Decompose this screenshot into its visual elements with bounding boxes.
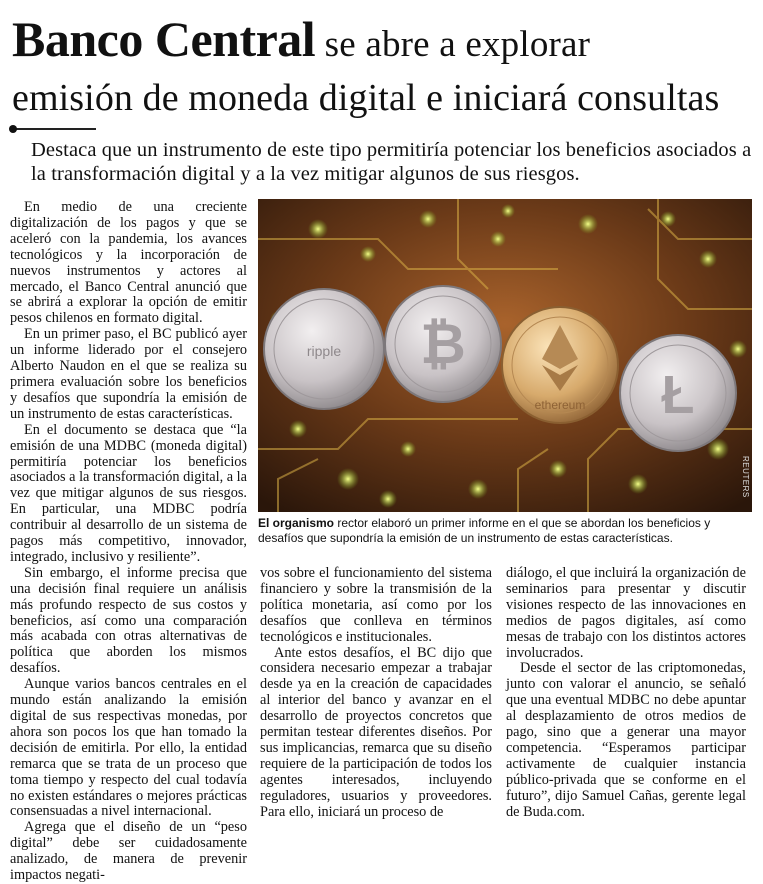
bitcoin-coin: [385, 286, 501, 402]
headline-rest: se abre a explorar: [315, 24, 591, 65]
body-column-3: [506, 566, 746, 821]
paragraph: diálogo, el que incluirá la organización de seminarios para presentar y discutir visiones respecto de las innovaciones en medios de pagos digitales, así como mesas de trabajo con los distintos actores involucrados.: [506, 565, 746, 661]
paragraph: Ante estos desafíos, el BC dijo que considera necesario empezar a trabajar desde ya en la creación de capacidades al interior del banco y avanzar en el desarrollo de proyectos concretos que permitan testear diferentes diseños. Por sus implicancias, remarca que su diseño requiere de la participación de todos los agentes interesados, incluyendo reguladores, usuarios y proveedores. Para ello, iniciará un proceso de: [260, 644, 492, 820]
ripple-coin: [264, 289, 384, 409]
crypto-coins-photo: [258, 199, 752, 512]
paragraph: Agrega que el diseño de un “peso digital” debe ser cuidadosamente analizado, de manera de prevenir impactos negati-: [10, 819, 247, 884]
paragraph: En el documento se destaca que “la emisión de una MDBC (moneda digital) permitiría potenciar los beneficios asociados a la transformación digital, a la vez que mitigar algunos de sus riesgos. En particular, una MDBC podría contribuir al desarrollo de un sistema de pagos más competitivo, innovador, integrado, inclusivo y resiliente”.: [10, 421, 248, 565]
photo-credit: REUTERS: [741, 456, 750, 498]
divider-rule: [14, 128, 96, 130]
photo-illustration: [258, 199, 752, 512]
ethereum-coin: [502, 307, 618, 423]
caption-text: rector elaboró un primer informe en el que se abordan los beneficios y desafíos que supondría la emisión de un instrumento de estas características.: [258, 516, 711, 545]
svg-text:ripple: ripple: [306, 343, 342, 359]
litecoin-coin: [620, 335, 736, 451]
deck-subtitle: Destaca que un instrumento de este tipo permitiría potenciar los beneficios asociados a la transformación digital y a la vez mitigar algunos de sus riesgos.: [31, 139, 752, 185]
photo-caption: [258, 516, 754, 546]
paragraph: vos sobre el funcionamiento del sistema financiero y sobre la transmisión de la política monetaria, así como por los desafíos que conlleva en términos tecnológicos e institucionales.: [260, 565, 492, 645]
bullet-dot: [9, 125, 17, 133]
paragraph: Sin embargo, el informe precisa que una decisión final requiere un análisis más profundo respecto de sus costos y beneficios, así como una comparación más acabada con otras alternativas de política que aborden los mismos desafíos.: [10, 564, 247, 677]
svg-text:ethereum: ethereum: [534, 398, 586, 412]
paragraph: Desde el sector de las criptomonedas, junto con valorar el anuncio, se señaló que una eventual MDBC no debe apuntar al desplazamiento de otros medios de pago, sino que a generar una mayor competencia. “Esperamos participar activamente de cualquier instancia público-privada que se conforme en el futuro”, dijo Samuel Cañas, gerente legal de Buda.com.: [506, 660, 746, 820]
svg-text:Ł: Ł: [661, 365, 695, 425]
svg-text:₿: ₿: [420, 312, 466, 375]
paragraph: En un primer paso, el BC publicó ayer un informe liderado por el consejero Alberto Naudon en el que se realiza su primera evaluación sobre los beneficios y desafíos que supondría la emisión de un instrumento de estas características.: [10, 326, 247, 422]
paragraph: En medio de una creciente digitalización de los pagos y que se aceleró con la pandemia, los avances tecnológicos y la incorporación de nuevos instrumentos y actores al mercado, el Banco Central anunció que se abrirá a explorar la opción de emitir pesos chilenos en formato digital.: [10, 199, 247, 327]
headline-bold: Banco Central: [12, 11, 316, 67]
headline-line2: emisión de moneda digital e iniciará consultas: [12, 77, 720, 119]
body-column-2: [260, 566, 492, 821]
paragraph: Aunque varios bancos centrales en el mundo están analizando la emisión digital de sus respectivas monedas, por ahora son pocos los que han tomado la decisión de emitirla. Por ello, la entidad remarca que se trata de un proceso que toma tiempo y respecto del cual todavía no existen estándares o mejores prácticas consensuadas a nivel internacional.: [10, 676, 247, 820]
caption-lead: El organismo: [258, 516, 335, 530]
headline: [12, 11, 757, 121]
body-column-1: [10, 200, 247, 884]
